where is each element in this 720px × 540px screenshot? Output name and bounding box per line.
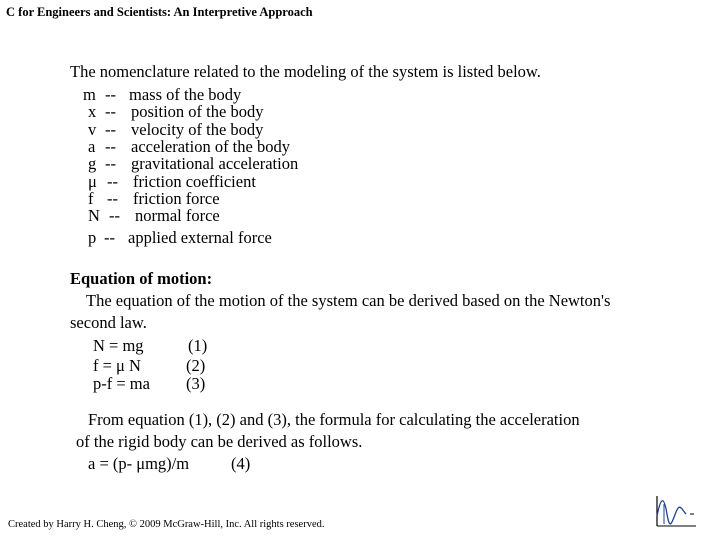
nom-description: mass of the body: [129, 85, 242, 104]
nom-description: gravitational acceleration: [131, 154, 299, 173]
nom-separator: --: [105, 120, 116, 139]
response-curve-logo-icon: [652, 494, 698, 528]
intro-text: The nomenclature related to the modeling of the system is listed below.: [70, 62, 541, 81]
footer-credit: Created by Harry H. Cheng, © 2009 McGraw-Hill, Inc. All rights reserved.: [8, 519, 325, 530]
equation-expr: f = μ N: [93, 356, 141, 375]
nom-separator: --: [105, 85, 116, 104]
nom-symbol: x: [88, 102, 97, 121]
nom-description: friction force: [133, 189, 220, 208]
nom-description: acceleration of the body: [131, 137, 290, 156]
nom-description: velocity of the body: [131, 120, 264, 139]
nom-description: position of the body: [131, 102, 264, 121]
nom-separator: --: [104, 228, 115, 247]
nom-description: applied external force: [128, 228, 272, 247]
motion-text-line2: second law.: [70, 313, 147, 332]
derive-text-line1: From equation (1), (2) and (3), the formula for calculating the acceleration: [88, 410, 580, 429]
nom-symbol: v: [88, 120, 97, 139]
equation-label: (2): [186, 356, 206, 375]
equation-label: (1): [188, 336, 208, 355]
final-equation-expr: a = (p- μmg)/m: [88, 454, 190, 473]
equation-expr: p-f = ma: [93, 374, 150, 393]
equation-expr: N = mg: [93, 336, 144, 355]
nom-description: normal force: [135, 206, 220, 225]
nom-symbol: p: [88, 228, 97, 247]
nom-symbol: μ: [88, 172, 97, 191]
equation-label: (3): [186, 374, 206, 393]
nom-separator: --: [105, 137, 116, 156]
nom-symbol: g: [88, 154, 97, 173]
nom-separator: --: [107, 172, 118, 191]
nom-separator: --: [109, 206, 120, 225]
derive-text-line2: of the rigid body can be derived as follows.: [76, 432, 363, 451]
final-equation-label: (4): [231, 454, 251, 473]
motion-text-line1: The equation of the motion of the system can be derived based on the Newton's: [86, 291, 611, 310]
nom-symbol: N: [88, 206, 100, 225]
nom-separator: --: [107, 189, 118, 208]
nom-description: friction coefficient: [133, 172, 256, 191]
nom-symbol: f: [88, 189, 94, 208]
nom-symbol: a: [88, 137, 96, 156]
header-title: C for Engineers and Scientists: An Interpretive Approach: [6, 5, 313, 19]
section-heading: Equation of motion:: [70, 269, 213, 288]
nom-symbol: m: [83, 85, 96, 104]
nom-separator: --: [105, 154, 116, 173]
nom-separator: --: [105, 102, 116, 121]
